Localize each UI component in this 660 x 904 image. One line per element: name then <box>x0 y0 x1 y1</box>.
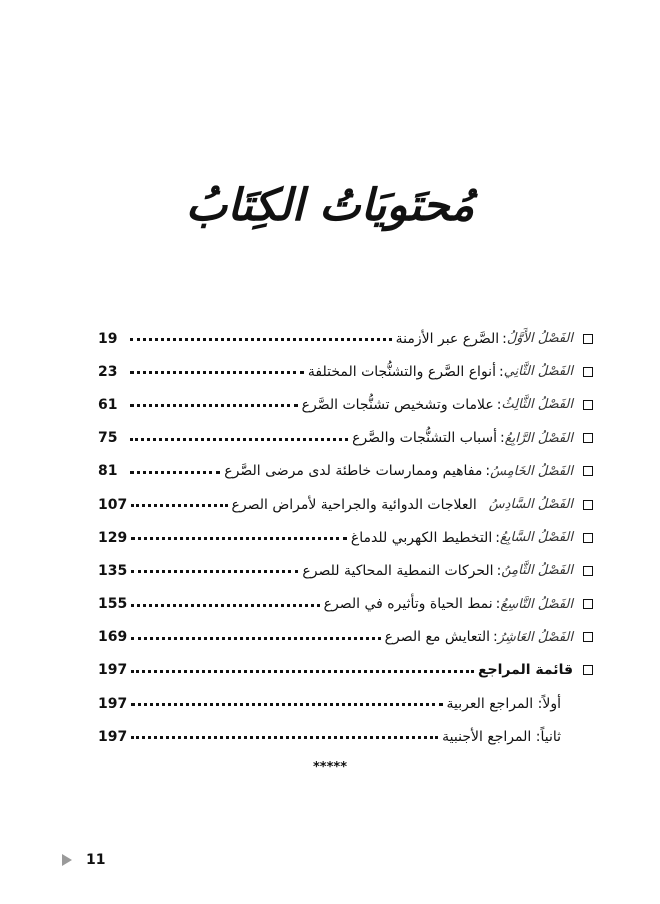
toc-entry-references[interactable] <box>98 654 593 687</box>
page-number: 75 <box>98 430 118 447</box>
toc-entry[interactable] <box>98 422 593 455</box>
chapter-label: الفَصْلُ السَّادِسُ <box>488 497 573 513</box>
chapter-label: الفَصْلُ الخَامِسُ <box>490 463 573 479</box>
checkbox-bullet-icon <box>583 665 593 675</box>
chapter-label: الفَصْلُ الأَوَّلُ <box>506 331 573 347</box>
entry-text: أنواع الصَّرع والتشنُّجات المختلفة <box>307 363 496 380</box>
chapter-label: الفَصْلُ التَّاسِعُ <box>500 596 573 612</box>
entry-text: ثانياً: المراجع الأجنبية <box>442 728 561 745</box>
colon: : <box>499 430 505 447</box>
colon: : <box>485 463 491 480</box>
toc-entry[interactable] <box>98 554 593 587</box>
footer-page-number: 11 <box>86 852 106 868</box>
toc-subentry[interactable] <box>98 720 593 753</box>
page-number: 155 <box>98 596 128 613</box>
chapter-label: الفَصْلُ العَاشِرُ <box>497 629 573 645</box>
page-footer <box>62 852 105 868</box>
toc-entry[interactable] <box>98 488 593 521</box>
dot-leader <box>131 730 438 739</box>
chapter-label: الفَصْلُ الثَّالِثُ <box>501 397 573 413</box>
dot-leader <box>131 697 442 706</box>
checkbox-bullet-icon <box>583 500 593 510</box>
page-number: 197 <box>98 662 128 679</box>
triangle-marker-icon <box>62 854 72 866</box>
dot-leader <box>131 531 347 540</box>
page-number: 135 <box>98 562 128 579</box>
entry-text: التخطيط الكهربي للدماغ <box>350 529 493 546</box>
entry-text: العلاجات الدوائية والجراحية لأمراض الصرع <box>231 496 477 513</box>
checkbox-bullet-icon <box>583 466 593 476</box>
toc-entry[interactable] <box>98 588 593 621</box>
colon: : <box>498 363 504 380</box>
checkbox-bullet-icon <box>583 533 593 543</box>
dot-leader <box>131 631 380 640</box>
page-number: 197 <box>98 695 128 712</box>
dot-leader <box>131 564 298 573</box>
checkbox-bullet-icon <box>583 367 593 377</box>
entry-text: أولاً: المراجع العربية <box>446 695 561 712</box>
checkbox-bullet-icon <box>583 400 593 410</box>
dot-leader <box>131 498 227 507</box>
chapter-label: الفَصْلُ الثَّانِي <box>503 364 573 380</box>
separator: ***** <box>313 760 347 775</box>
checkbox-bullet-icon <box>583 334 593 344</box>
colon: : <box>496 396 502 413</box>
checkbox-bullet-icon <box>583 433 593 443</box>
checkbox-bullet-icon <box>583 566 593 576</box>
entry-text: التعايش مع الصرع <box>384 629 490 646</box>
dot-leader <box>130 365 304 374</box>
page-number: 61 <box>98 396 118 413</box>
chapter-label: الفَصْلُ السَّابِعُ <box>499 530 573 546</box>
dot-leader <box>130 465 220 474</box>
toc-entry[interactable] <box>98 455 593 488</box>
toc-entry[interactable] <box>98 521 593 554</box>
table-of-contents <box>98 322 593 753</box>
entry-text: الحركات النمطية المحاكية للصرع <box>302 562 494 579</box>
chapter-label: الفَصْلُ الثَّامِنُ <box>501 563 573 579</box>
page-number: 169 <box>98 629 128 646</box>
colon: : <box>495 529 500 546</box>
page-number: 197 <box>98 728 128 745</box>
toc-entry[interactable] <box>98 355 593 388</box>
entry-text: مفاهيم وممارسات خاطئة لدى مرضى الصَّرع <box>224 463 483 480</box>
toc-subentry[interactable] <box>98 687 593 720</box>
page-number: 81 <box>98 463 118 480</box>
checkbox-bullet-icon <box>583 599 593 609</box>
page-title: مُحتَويَاتُ الكِتَابُ <box>185 180 475 231</box>
dot-leader <box>130 332 392 341</box>
toc-entry[interactable] <box>98 322 593 355</box>
colon: : <box>496 562 502 579</box>
colon: : <box>495 596 501 613</box>
dot-leader <box>130 432 348 441</box>
colon: : <box>493 629 498 646</box>
entry-text: قائمة المراجع <box>477 662 573 679</box>
dot-leader <box>130 398 298 407</box>
dot-leader <box>131 664 474 673</box>
dot-leader <box>131 598 319 607</box>
toc-entry[interactable] <box>98 388 593 421</box>
checkbox-bullet-icon <box>583 632 593 642</box>
toc-entry[interactable] <box>98 621 593 654</box>
page-number: 19 <box>98 330 118 347</box>
entry-text: أسباب التشنُّجات والصَّرع <box>352 430 497 447</box>
page-number: 129 <box>98 529 128 546</box>
entry-text: الصَّرع عبر الأزمنة <box>395 330 500 347</box>
colon: : <box>502 330 507 347</box>
page-number: 107 <box>98 496 128 513</box>
entry-text: نمط الحياة وتأثيره في الصرع <box>323 596 493 613</box>
page-number: 23 <box>98 363 118 380</box>
chapter-label: الفَصْلُ الرَّابِعُ <box>504 430 573 446</box>
entry-text: علامات وتشخيص تشنُّجات الصَّرع <box>301 396 494 413</box>
